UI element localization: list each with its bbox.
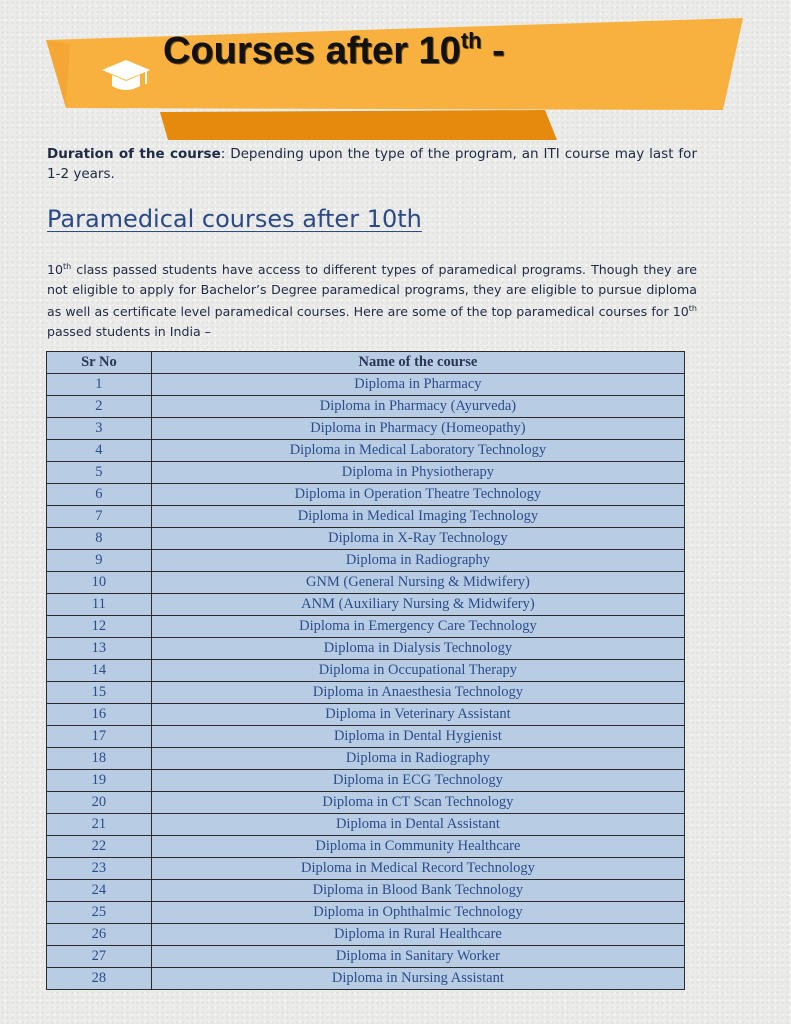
table-row bbox=[47, 792, 685, 814]
table-row bbox=[47, 726, 685, 748]
title-banner bbox=[0, 0, 791, 150]
course-name-cell: Diploma in Dialysis Technology bbox=[151, 638, 684, 660]
intro-sup-1: th bbox=[63, 262, 72, 271]
course-name-cell: Diploma in CT Scan Technology bbox=[151, 792, 684, 814]
sr-no-cell: 28 bbox=[47, 968, 152, 990]
sr-no-cell: 18 bbox=[47, 748, 152, 770]
table-row bbox=[47, 550, 685, 572]
intro-num-2: 10 bbox=[672, 304, 689, 320]
sr-no-cell: 13 bbox=[47, 638, 152, 660]
courses-table bbox=[46, 351, 685, 990]
course-name-cell: Diploma in Medical Laboratory Technology bbox=[151, 440, 684, 462]
table-row bbox=[47, 704, 685, 726]
course-name-cell: Diploma in Radiography bbox=[151, 550, 684, 572]
course-name-cell: Diploma in Nursing Assistant bbox=[151, 968, 684, 990]
table-row bbox=[47, 770, 685, 792]
sr-no-cell: 19 bbox=[47, 770, 152, 792]
section-heading: Paramedical courses after 10th bbox=[47, 205, 422, 233]
course-name-cell: Diploma in Pharmacy (Ayurveda) bbox=[151, 396, 684, 418]
course-name-cell: Diploma in Operation Theatre Technology bbox=[151, 484, 684, 506]
course-name-cell: Diploma in Emergency Care Technology bbox=[151, 616, 684, 638]
table-header-row bbox=[47, 352, 685, 374]
sr-no-cell: 1 bbox=[47, 374, 152, 396]
table-row bbox=[47, 396, 685, 418]
table-row bbox=[47, 814, 685, 836]
table-row bbox=[47, 616, 685, 638]
sr-no-cell: 15 bbox=[47, 682, 152, 704]
header-sr-no: Sr No bbox=[47, 352, 152, 374]
page-title bbox=[163, 30, 505, 73]
course-name-cell: Diploma in Veterinary Assistant bbox=[151, 704, 684, 726]
sr-no-cell: 5 bbox=[47, 462, 152, 484]
table-row bbox=[47, 638, 685, 660]
sr-no-cell: 22 bbox=[47, 836, 152, 858]
course-name-cell: GNM (General Nursing & Midwifery) bbox=[151, 572, 684, 594]
table-row bbox=[47, 528, 685, 550]
sr-no-cell: 2 bbox=[47, 396, 152, 418]
duration-text: : Depending upon the type of the program, an ITI course may last for 1-2 years. bbox=[47, 146, 697, 182]
page-title-superscript: th bbox=[460, 28, 482, 53]
sr-no-cell: 3 bbox=[47, 418, 152, 440]
table-row bbox=[47, 682, 685, 704]
table-row bbox=[47, 506, 685, 528]
table-row bbox=[47, 374, 685, 396]
sr-no-cell: 9 bbox=[47, 550, 152, 572]
sr-no-cell: 20 bbox=[47, 792, 152, 814]
table-row bbox=[47, 946, 685, 968]
course-name-cell: Diploma in Blood Bank Technology bbox=[151, 880, 684, 902]
sr-no-cell: 26 bbox=[47, 924, 152, 946]
table-row bbox=[47, 968, 685, 990]
sr-no-cell: 25 bbox=[47, 902, 152, 924]
table-row bbox=[47, 858, 685, 880]
table-row bbox=[47, 836, 685, 858]
table-row bbox=[47, 880, 685, 902]
intro-paragraph bbox=[47, 257, 697, 341]
table-row bbox=[47, 902, 685, 924]
course-name-cell: Diploma in Ophthalmic Technology bbox=[151, 902, 684, 924]
course-name-cell: Diploma in Radiography bbox=[151, 748, 684, 770]
table-body bbox=[47, 374, 685, 990]
page-title-tail: - bbox=[481, 30, 505, 72]
duration-label: Duration of the course bbox=[47, 146, 221, 162]
course-name-cell: Diploma in Pharmacy (Homeopathy) bbox=[151, 418, 684, 440]
sr-no-cell: 14 bbox=[47, 660, 152, 682]
sr-no-cell: 23 bbox=[47, 858, 152, 880]
duration-paragraph bbox=[47, 144, 697, 184]
table-row bbox=[47, 660, 685, 682]
table-row bbox=[47, 462, 685, 484]
sr-no-cell: 8 bbox=[47, 528, 152, 550]
graduation-cap-icon bbox=[100, 58, 152, 98]
sr-no-cell: 7 bbox=[47, 506, 152, 528]
course-name-cell: Diploma in Anaesthesia Technology bbox=[151, 682, 684, 704]
course-name-cell: ANM (Auxiliary Nursing & Midwifery) bbox=[151, 594, 684, 616]
header-course-name: Name of the course bbox=[151, 352, 684, 374]
sr-no-cell: 27 bbox=[47, 946, 152, 968]
course-name-cell: Diploma in Medical Record Technology bbox=[151, 858, 684, 880]
sr-no-cell: 10 bbox=[47, 572, 152, 594]
table-row bbox=[47, 594, 685, 616]
sr-no-cell: 6 bbox=[47, 484, 152, 506]
course-name-cell: Diploma in Dental Hygienist bbox=[151, 726, 684, 748]
table-row bbox=[47, 572, 685, 594]
intro-text-1: class passed students have access to different types of paramedical programs. Though they are not eligible to apply for Bachelor’s Degree paramedical programs, they are eligible to pursue diploma as well as certificate level paramedical courses. Here are some of the top paramedical courses for bbox=[47, 262, 697, 320]
course-name-cell: Diploma in Pharmacy bbox=[151, 374, 684, 396]
sr-no-cell: 24 bbox=[47, 880, 152, 902]
intro-sup-2: th bbox=[688, 304, 697, 314]
sr-no-cell: 11 bbox=[47, 594, 152, 616]
course-name-cell: Diploma in Medical Imaging Technology bbox=[151, 506, 684, 528]
intro-num-1: 10 bbox=[47, 262, 64, 278]
page-title-main: Courses after 10 bbox=[163, 30, 461, 72]
course-name-cell: Diploma in Community Healthcare bbox=[151, 836, 684, 858]
intro-text-2: passed students in India – bbox=[47, 323, 211, 339]
sr-no-cell: 12 bbox=[47, 616, 152, 638]
table-row bbox=[47, 484, 685, 506]
course-name-cell: Diploma in Occupational Therapy bbox=[151, 660, 684, 682]
course-name-cell: Diploma in Sanitary Worker bbox=[151, 946, 684, 968]
course-name-cell: Diploma in Dental Assistant bbox=[151, 814, 684, 836]
sr-no-cell: 4 bbox=[47, 440, 152, 462]
course-name-cell: Diploma in Physiotherapy bbox=[151, 462, 684, 484]
course-name-cell: Diploma in X-Ray Technology bbox=[151, 528, 684, 550]
sr-no-cell: 17 bbox=[47, 726, 152, 748]
table-row bbox=[47, 440, 685, 462]
table-row bbox=[47, 924, 685, 946]
sr-no-cell: 21 bbox=[47, 814, 152, 836]
course-name-cell: Diploma in ECG Technology bbox=[151, 770, 684, 792]
sr-no-cell: 16 bbox=[47, 704, 152, 726]
table-row bbox=[47, 418, 685, 440]
table-row bbox=[47, 748, 685, 770]
course-name-cell: Diploma in Rural Healthcare bbox=[151, 924, 684, 946]
